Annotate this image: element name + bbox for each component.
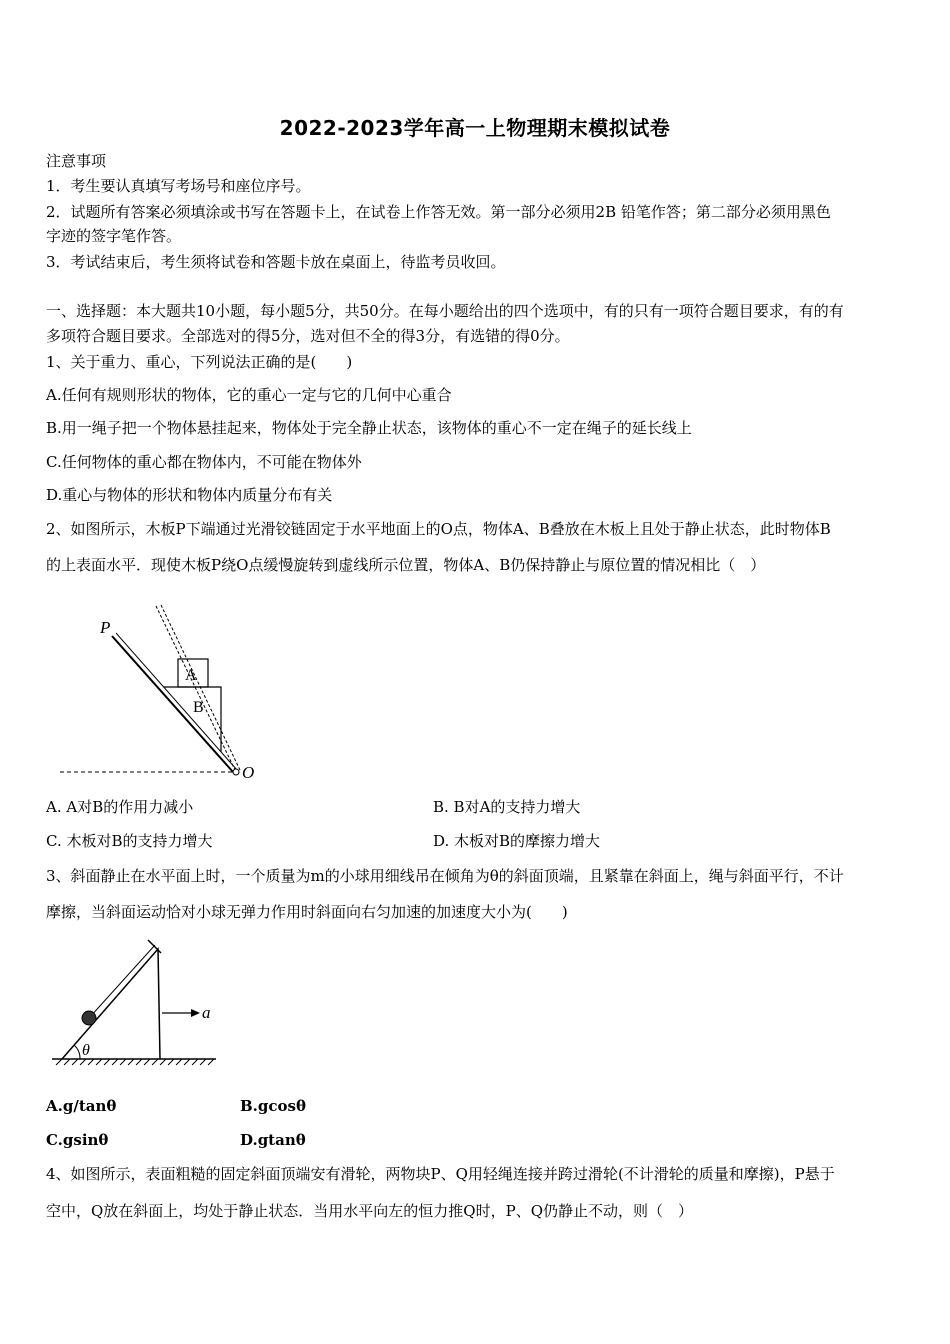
hinge-o (233, 769, 239, 775)
ball (82, 1011, 96, 1025)
q1-option-d: D.重心与物体的形状和物体内质量分布有关 (46, 486, 333, 504)
q1-stem: 1、关于重力、重心，下列说法正确的是( ) (46, 353, 353, 371)
q3-option-a: A.g/tanθ (46, 1097, 117, 1115)
notice-item-1: 1．考生要认真填写考场号和座位序号。 (46, 177, 311, 195)
board-p-edge (116, 633, 237, 770)
q3-option-c: C.gsinθ (46, 1131, 109, 1149)
rope-line (90, 945, 155, 1017)
label-o: O (242, 763, 255, 782)
notice-item-2: 2．试题所有答案必须填涂或书写在答题卡上，在试卷上作答无效。第一部分必须用2B 铅笔作答；第二部分必须用黑色 (46, 203, 831, 221)
q3-stem-line1: 3、斜面静止在水平面上时，一个质量为m的小球用细线吊在倾角为θ的斜面顶端，且紧靠在斜面上，绳与斜面平行，不计 (46, 867, 844, 885)
label-p: P (100, 618, 111, 637)
q2-option-d: D. 木板对B的摩擦力增大 (433, 832, 601, 850)
q3-figure (50, 935, 230, 1075)
q3-option-d: D.gtanθ (240, 1131, 306, 1149)
incline (62, 949, 160, 1059)
q1-option-c: C.任何物体的重心都在物体内，不可能在物体外 (46, 453, 362, 471)
angle-arc (74, 1045, 80, 1059)
q2-stem-line1: 2、如图所示，木板P下端通过光滑铰链固定于水平地面上的O点，物体A、B叠放在木板上且处于静止状态，此时物体B (46, 520, 831, 538)
label-theta: θ (82, 1042, 90, 1059)
q3-stem-line2: 摩擦，当斜面运动恰对小球无弹力作用时斜面向右匀加速的加速度大小为( ) (46, 903, 568, 921)
rotated-board-dashed-1 (156, 606, 236, 772)
q1-option-b: B.用一绳子把一个物体悬挂起来，物体处于完全静止状态，该物体的重心不一定在绳子的延长线上 (46, 419, 692, 437)
q3-option-b: B.gcosθ (240, 1097, 306, 1115)
q2-figure (50, 600, 280, 785)
section-intro-line1: 一、选择题：本大题共10小题，每小题5分，共50分。在每小题给出的四个选项中，有的只有一项符合题目要求，有的有 (46, 302, 844, 320)
page-title: 2022-2023学年高一上物理期末模拟试卷 (279, 116, 671, 140)
notice-heading: 注意事项 (46, 152, 107, 170)
board-p (112, 636, 233, 772)
notice-item-3: 3．考试结束后，考生须将试卷和答题卡放在桌面上，待监考员收回。 (46, 253, 506, 271)
label-a: A (185, 667, 197, 684)
section-intro-line2: 多项符合题目要求。全部选对的得5分，选对但不全的得3分，有选错的得0分。 (46, 327, 570, 345)
q4-stem-line1: 4、如图所示，表面粗糙的固定斜面顶端安有滑轮，两物块P、Q用轻绳连接并跨过滑轮(不计滑轮的质量和摩擦)，P悬于 (46, 1165, 835, 1183)
q4-stem-line2: 空中，Q放在斜面上，均处于静止状态．当用水平向左的恒力推Q时，P、Q仍静止不动，则（ ） (46, 1202, 693, 1220)
q2-stem-line2: 的上表面水平．现使木板P绕O点缓慢旋转到虚线所示位置，物体A、B仍保持静止与原位置的情况相比（ ） (46, 556, 766, 574)
ground-hatching (56, 1059, 214, 1065)
notice-item-2-cont: 字迹的签字笔作答。 (46, 227, 182, 245)
q1-option-a: A.任何有规则形状的物体，它的重心一定与它的几何中心重合 (46, 386, 452, 404)
label-b: B (193, 699, 204, 716)
q2-option-a: A. A对B的作用力减小 (46, 798, 194, 816)
label-a: a (202, 1003, 211, 1022)
arrow-head (191, 1009, 200, 1017)
q2-option-b: B. B对A的支持力增大 (433, 798, 581, 816)
q2-option-c: C. 木板对B的支持力增大 (46, 832, 213, 850)
